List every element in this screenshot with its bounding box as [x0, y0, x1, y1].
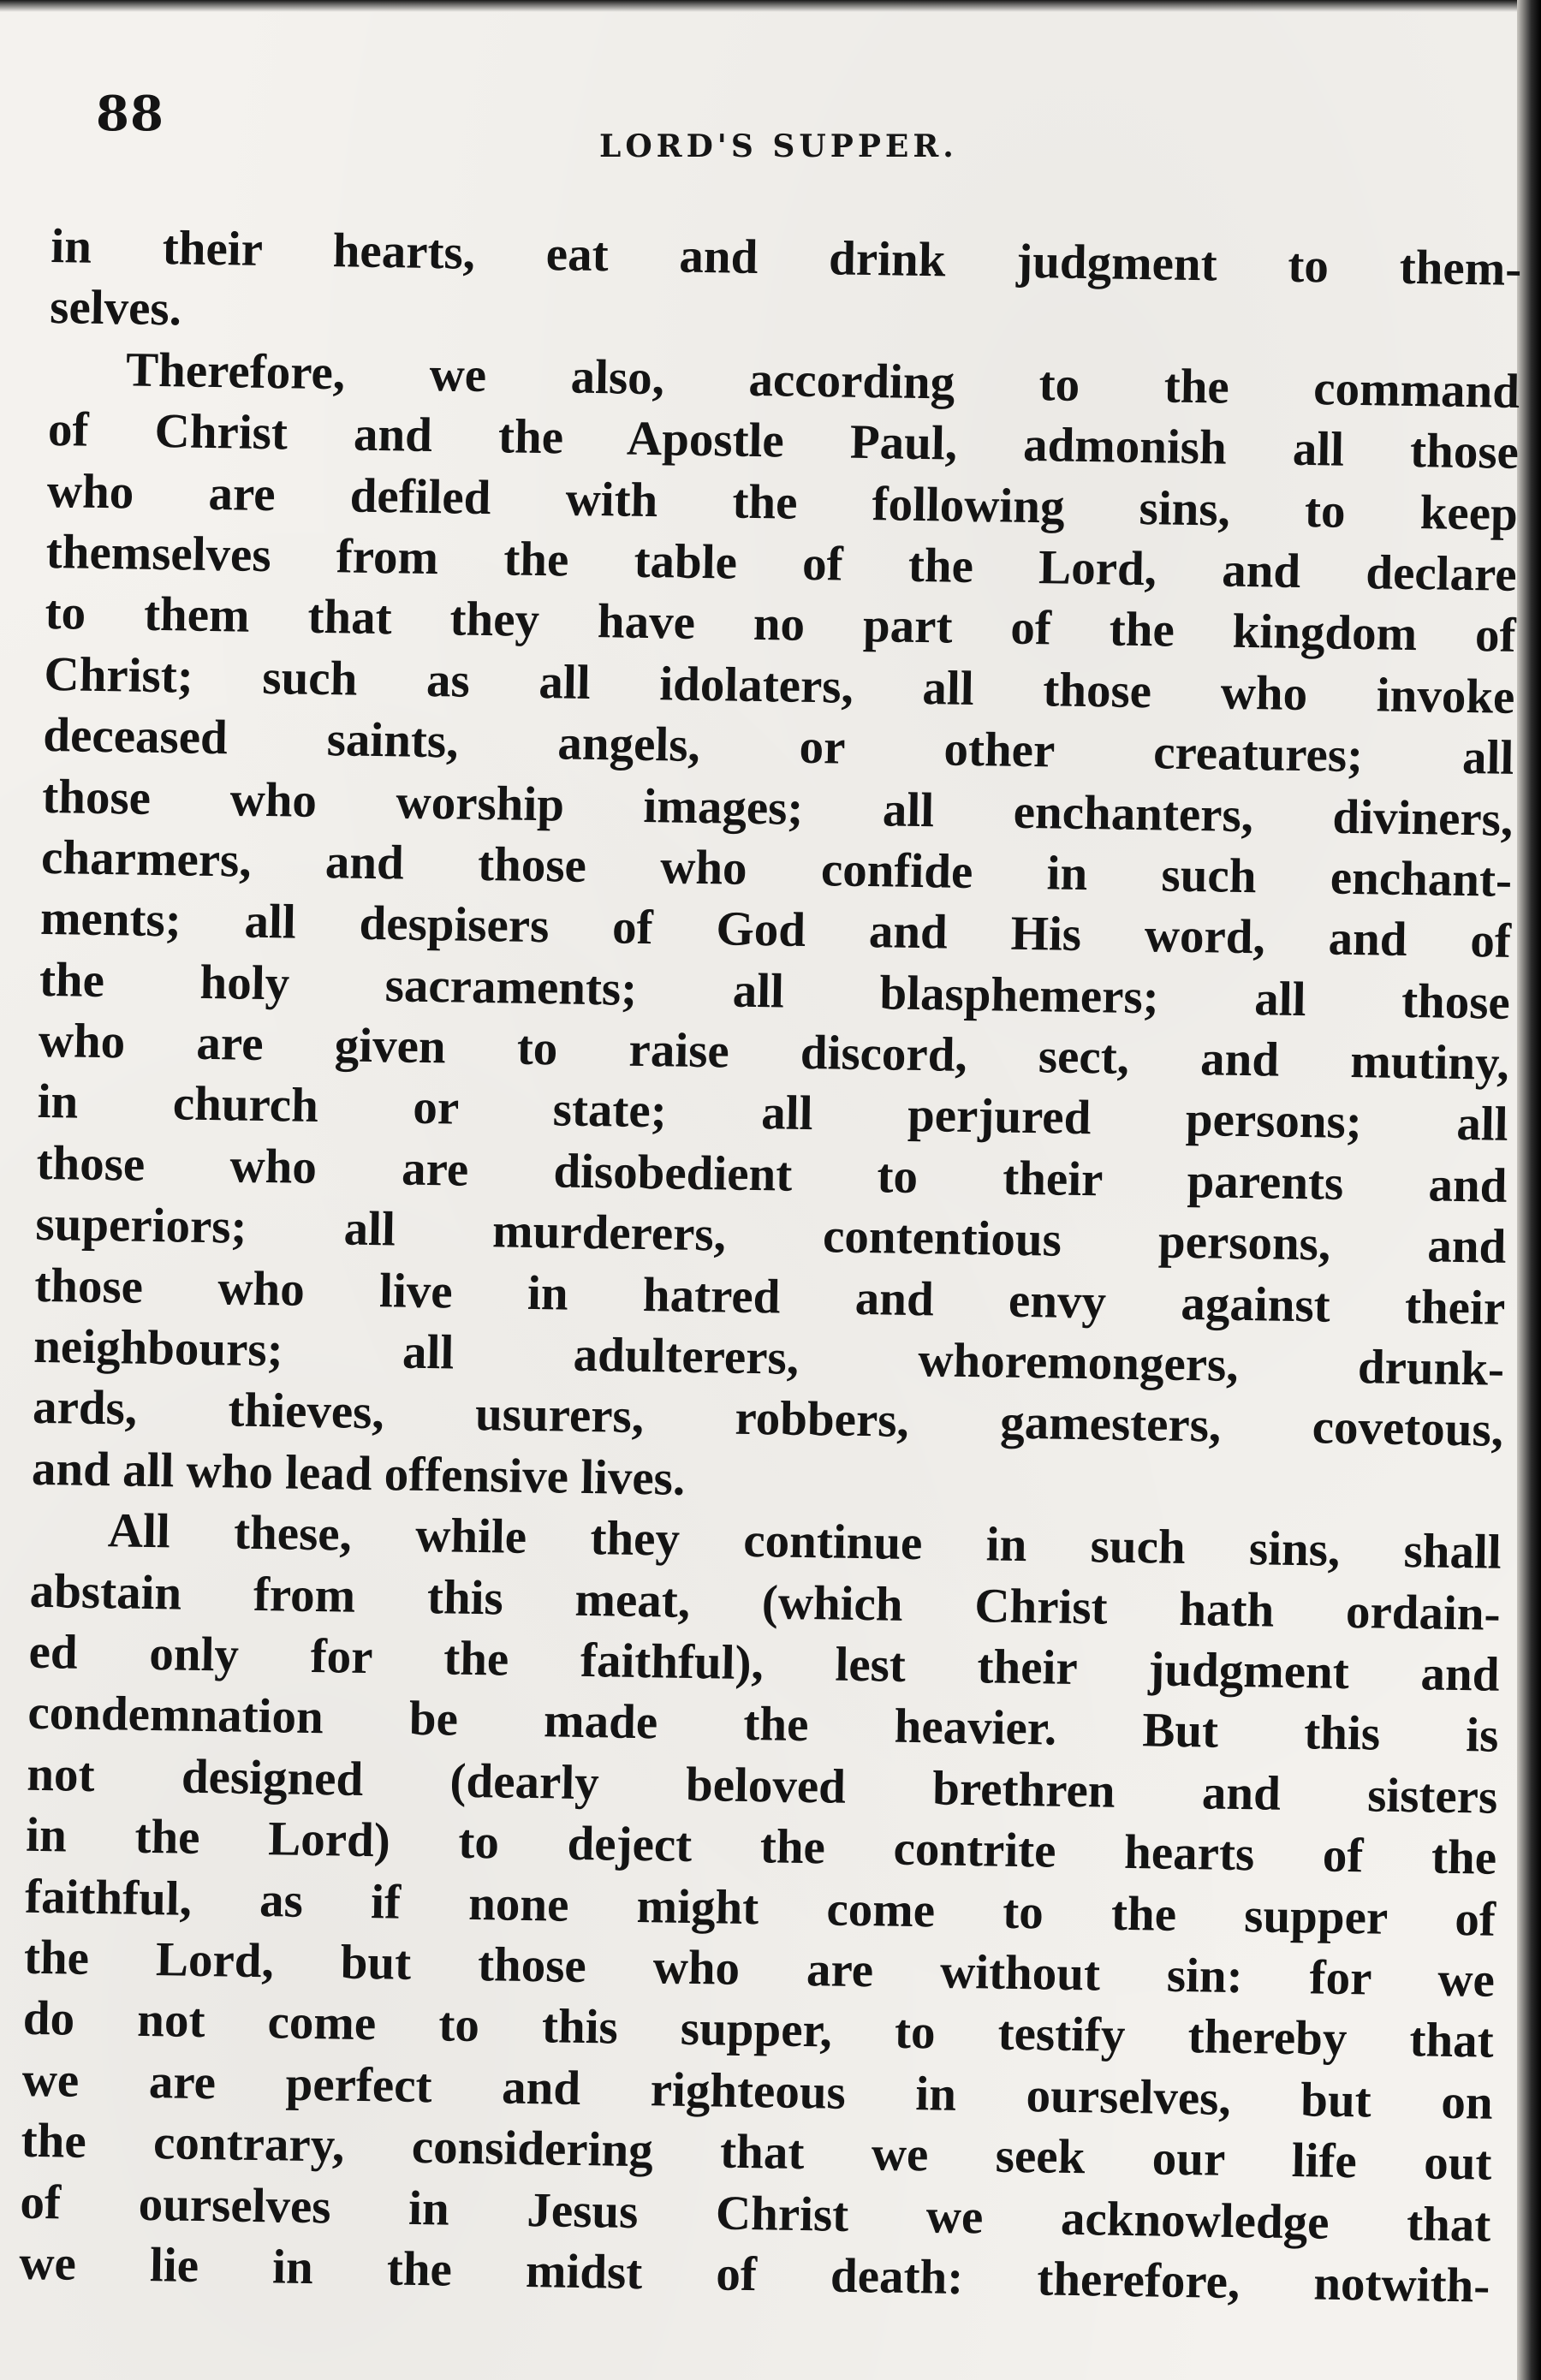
- text-line: superiors; all murderers, contentious persons, and: [35, 1197, 1507, 1275]
- text-line: the Lord, but those who are without sin: for we: [23, 1930, 1496, 2008]
- text-line: neighbours; all adulterers, whoremongers, drunk-: [33, 1318, 1505, 1396]
- page-number: 88: [96, 86, 164, 142]
- scan-shadow-right: [1517, 0, 1541, 2380]
- text-line: ed only for the faithful), lest their judgment and: [28, 1624, 1500, 1702]
- text-line: ments; all despisers of God and His word, and of: [39, 891, 1512, 969]
- text-line: the contrary, considering that we seek our life out: [21, 2113, 1492, 2191]
- text-line: those who live in hatred and envy against their: [33, 1258, 1506, 1336]
- paragraph-start-line: Therefore, we also, according to the command: [125, 342, 1520, 419]
- body-text: [19, 216, 1522, 2317]
- text-line: not designed (dearly beloved brethren and sisters: [26, 1746, 1498, 1824]
- text-line: themselves from the table of the Lord, and declare: [45, 524, 1518, 602]
- text-line: faithful, as if none might come to the supper of: [24, 1869, 1496, 1947]
- text-line: those who worship images; all enchanters, diviners,: [41, 769, 1514, 847]
- text-line: to them that they have no part of the kingdom of: [45, 586, 1516, 663]
- text-line: selves.: [49, 280, 182, 336]
- text-line: charmers, and those who confide in such enchant-: [40, 830, 1513, 907]
- text-line: who are given to raise discord, sect, and mutiny,: [38, 1013, 1510, 1091]
- text-line: those who are disobedient to their parents and: [36, 1135, 1508, 1213]
- text-line: deceased saints, angels, or other creatures; all: [42, 708, 1514, 786]
- text-line: of Christ and the Apostle Paul, admonish all those: [47, 402, 1520, 480]
- text-line: condemnation be made the heavier. But this is: [27, 1686, 1499, 1764]
- text-line: Christ; such as all idolaters, all those who invoke: [44, 646, 1515, 724]
- text-line: of ourselves in Jesus Christ we acknowledge that: [20, 2175, 1491, 2252]
- text-line: who are defiled with the following sins, to keep: [46, 463, 1519, 541]
- text-line: abstain from this meat, (which Christ hath ordain-: [29, 1563, 1502, 1641]
- running-title: LORD'S SUPPER.: [599, 128, 958, 164]
- text-line: do not come to this supper, to testify thereby that: [22, 1991, 1495, 2069]
- text-line: in church or state; all perjured persons; all: [37, 1074, 1509, 1152]
- scan-shadow-top: [0, 0, 1541, 12]
- text-line: in the Lord) to deject the contrite hearts of the: [25, 1807, 1497, 1885]
- paragraph-start-line: All these, while they continue in such sins, shall: [107, 1503, 1502, 1580]
- text-line: in their hearts, eat and drink judgment to them-: [50, 218, 1522, 296]
- text-line: we are perfect and righteous in ourselves, but on: [21, 2052, 1494, 2130]
- text-line: ards, thieves, usurers, robbers, gamesters, covetous,: [32, 1380, 1504, 1458]
- text-line: and all who lead offensive lives.: [31, 1441, 686, 1506]
- text-line: we lie in the midst of death: therefore, notwith-: [18, 2235, 1490, 2313]
- text-line: the holy sacraments; all blasphemers; all those: [39, 952, 1511, 1030]
